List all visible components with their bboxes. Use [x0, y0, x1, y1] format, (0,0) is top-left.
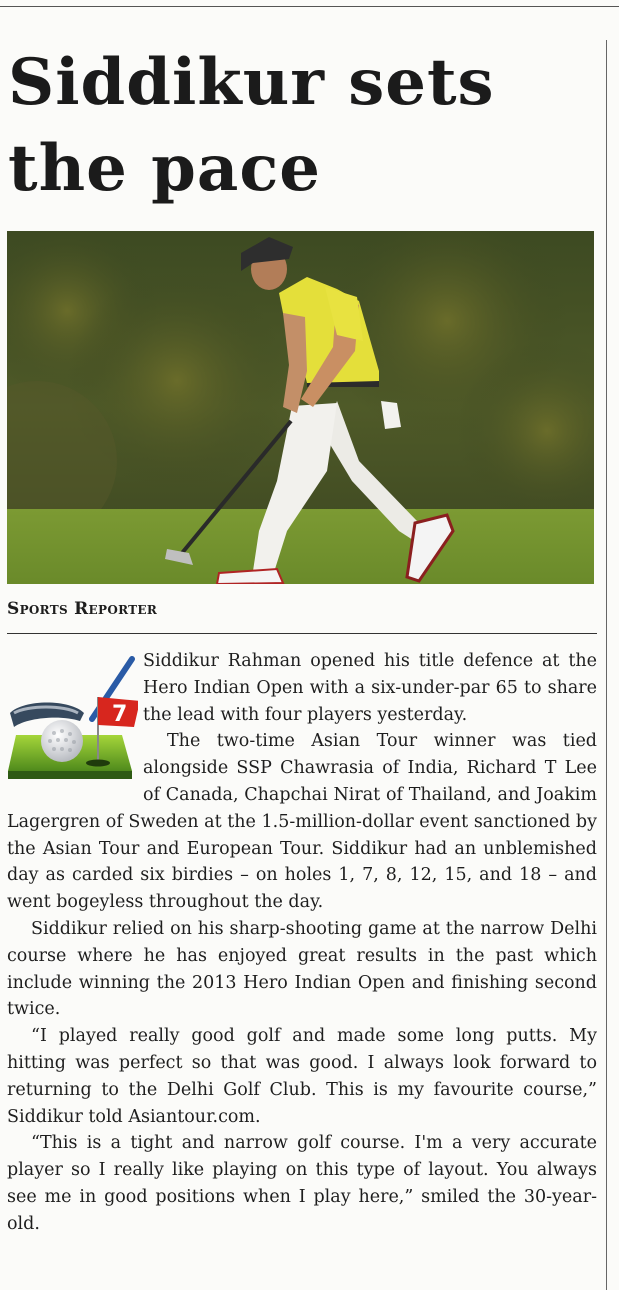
- flag-number: 7: [112, 702, 128, 727]
- paragraph-2: The two-time Asian Tour winner was tied alongside SSP Chawrasia of India, Richard T Lee of Canada, Chapchai Nirat of Thailand, and Joakim Lagergren of Sweden at the 1.5-million-dollar event sanctioned by the Asian Tour and European Tour. Siddikur had an unblemished day as carded six birdies – on holes 1, 7, 8, 12, 15, and 18 – and went bogeyless throughout the day.: [7, 731, 597, 913]
- golfer-photo: [7, 231, 594, 584]
- paragraph-5: “This is a tight and narrow golf course. I'm a very accurate player so I really like playing on this type of layout. You always see me in good positions when I play here,” smiled the 30-year-old.: [7, 1133, 597, 1234]
- headline: Siddikur sets the pace: [8, 45, 495, 206]
- paragraph-4: “I played really good golf and made some long putts. My hitting was perfect so that was good. I always look forward to returning to the Delhi Golf Club. This is my favourite course,” Siddikur told Asiantour.com.: [7, 1026, 597, 1127]
- byline: Sports Reporter: [7, 599, 158, 619]
- column-rule: [606, 40, 607, 1290]
- byline-rule: [7, 633, 597, 634]
- article-body: [7, 648, 597, 1238]
- paragraph-1: Siddikur Rahman opened his title defence at the Hero Indian Open with a six-under-par 65 to share the lead with four players yesterday.: [143, 651, 597, 725]
- top-rule: [0, 6, 619, 7]
- paragraph-3: Siddikur relied on his sharp-shooting game at the narrow Delhi course where he has enjoyed great results in the past which include winning the 2013 Hero Indian Open and finishing second twice.: [7, 918, 597, 1020]
